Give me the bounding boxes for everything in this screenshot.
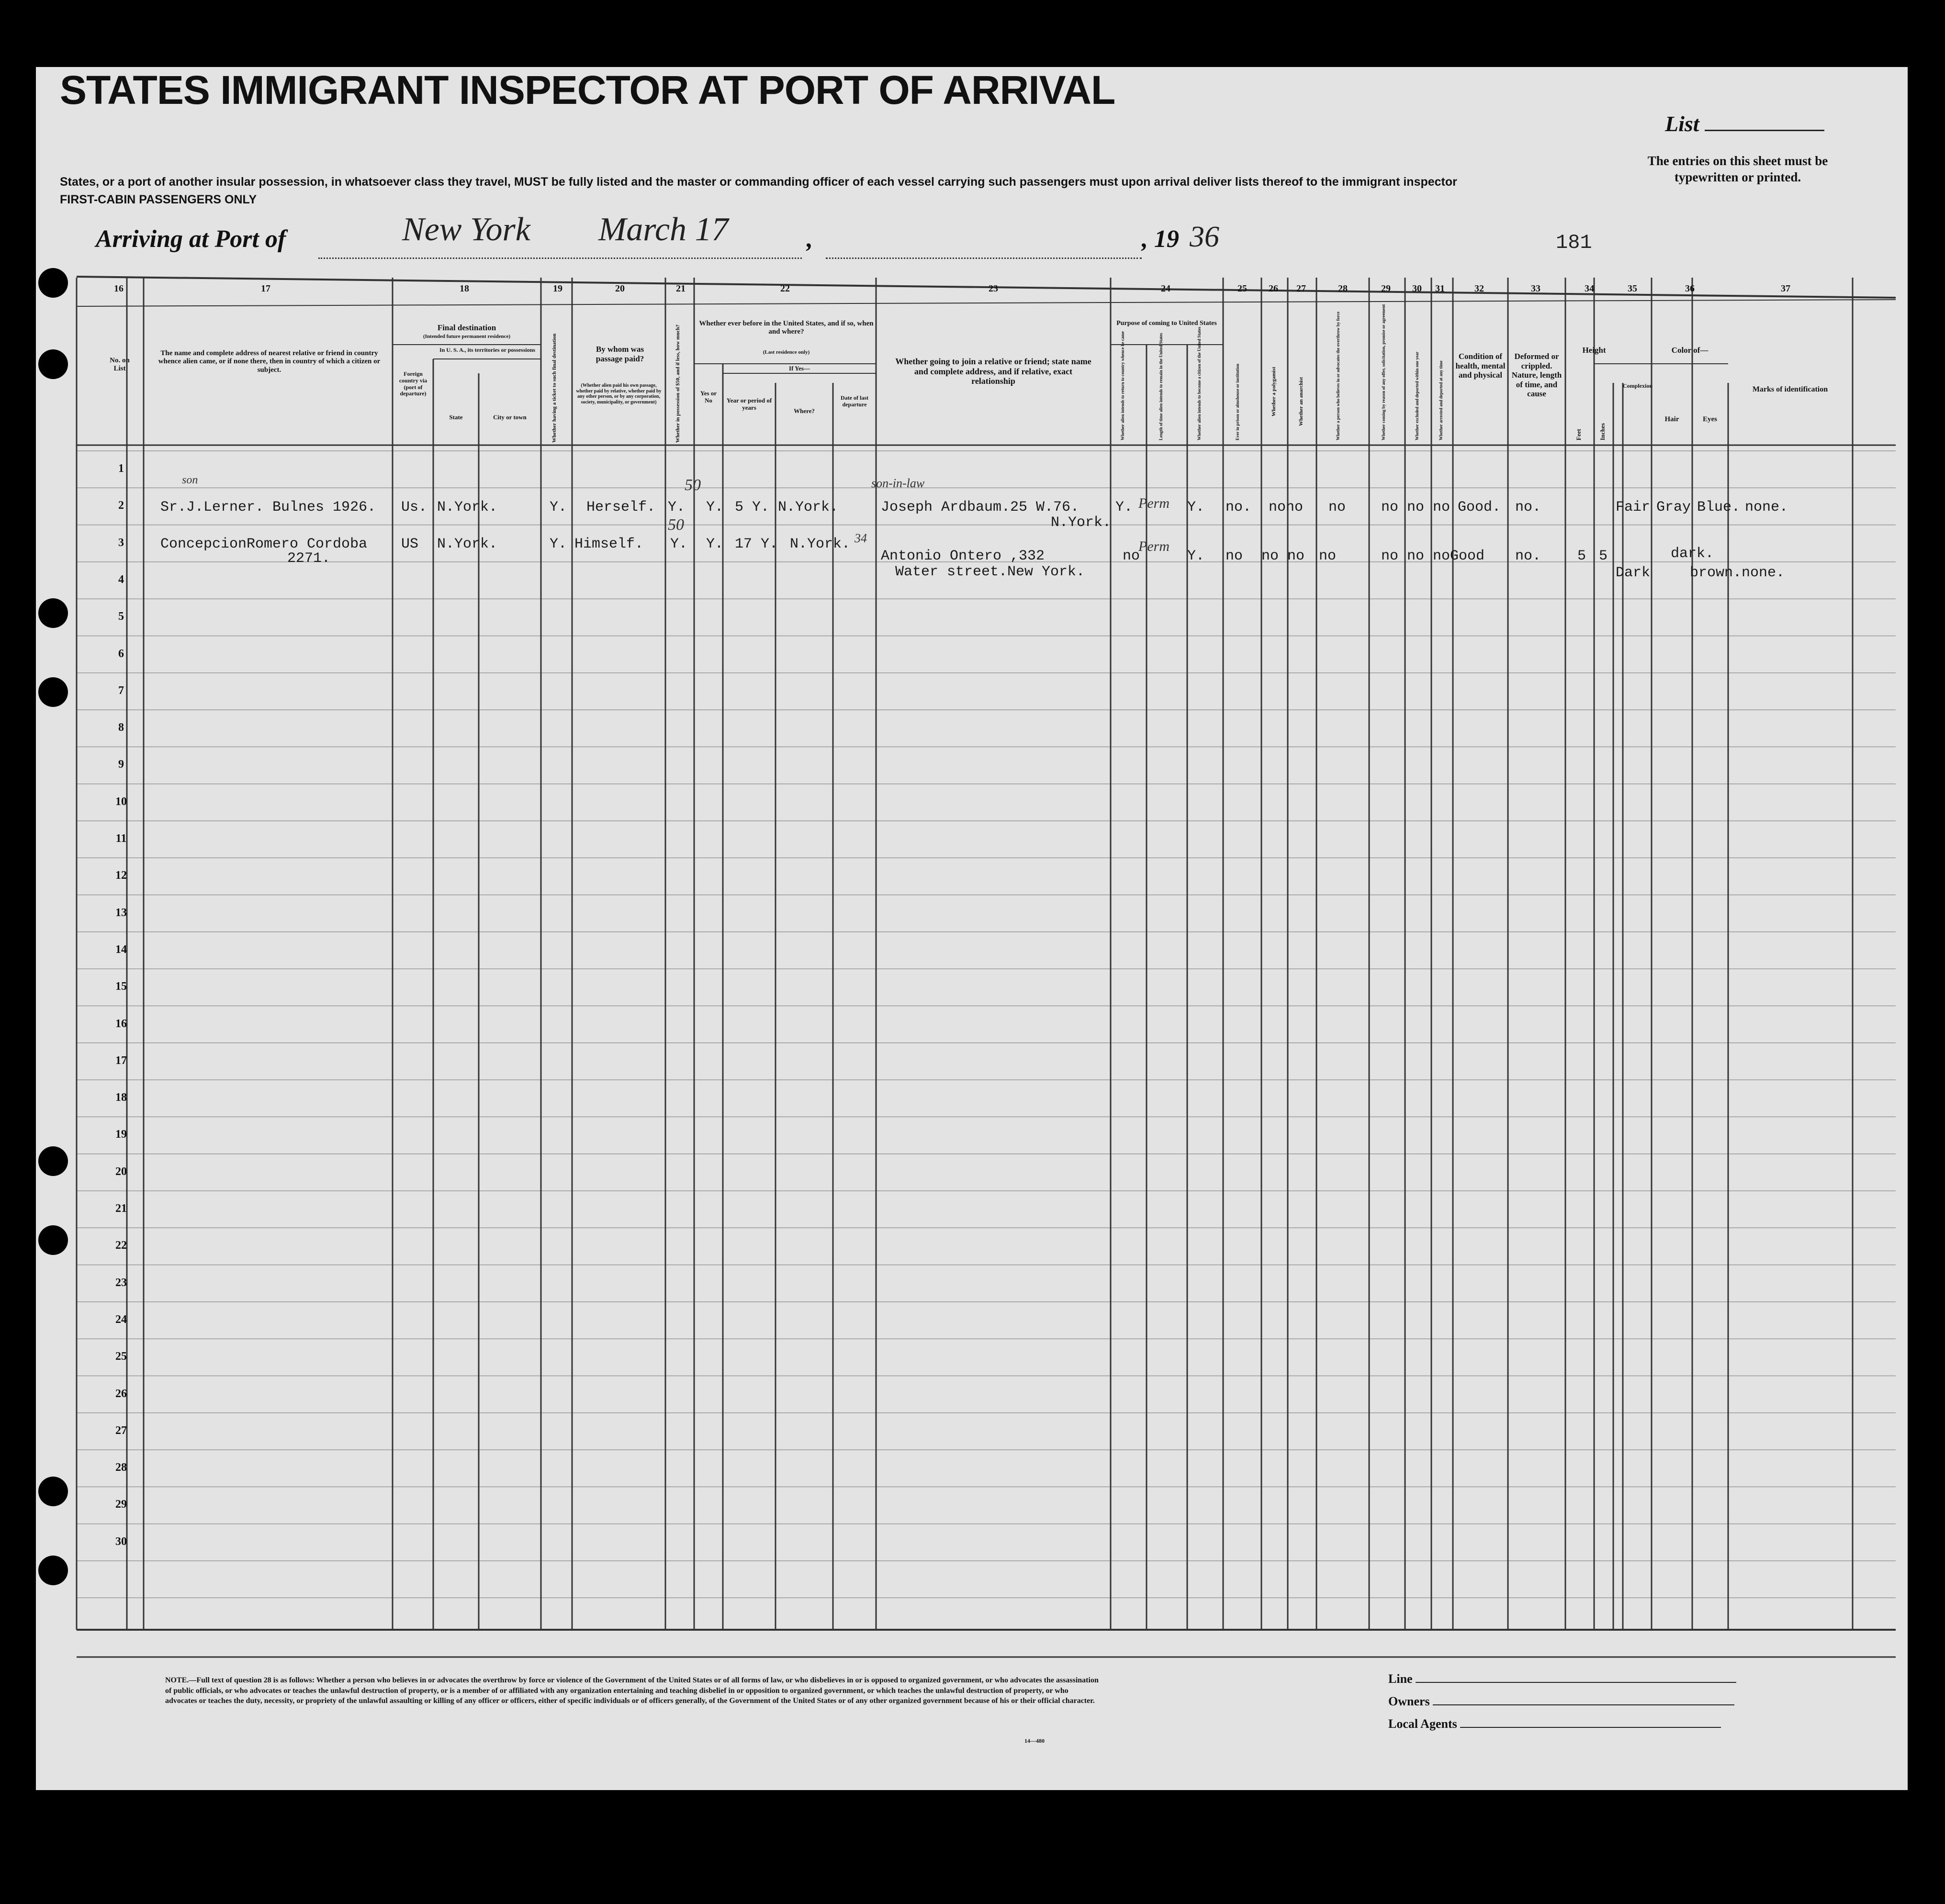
height-inches: 5	[1599, 548, 1608, 564]
identification-marks: none.	[1745, 499, 1788, 515]
row-number: 11	[115, 832, 127, 845]
col-20-title: By whom was passage paid?	[596, 345, 644, 363]
city: N.York.	[437, 536, 498, 552]
row-number: 13	[115, 906, 127, 919]
col-number: 35	[1628, 283, 1637, 294]
typewritten-note: The entries on this sheet must be typewritten or printed.	[1647, 154, 1828, 184]
years: 5 Y.	[735, 499, 770, 515]
col-22-sub: (Last residence only)	[763, 349, 810, 355]
line-input[interactable]	[1416, 1682, 1736, 1683]
ticket: Y.	[550, 536, 567, 552]
col-28-header: Whether a person who believes in or advocates the overthrow by force	[1336, 311, 1340, 440]
col-31-header: Whether arrested and deported at any time	[1439, 360, 1443, 440]
col-24-b: Length of time alien intends to remain in the United States	[1158, 333, 1163, 440]
col-number: 22	[780, 283, 790, 294]
years: 17 Y.	[735, 536, 778, 552]
row-number: 2	[118, 499, 124, 512]
row-number: 19	[115, 1128, 127, 1141]
col-34-header: Height	[1582, 346, 1606, 355]
col-34-feet: Feet	[1575, 429, 1582, 440]
class-line: FIRST-CABIN PASSENGERS ONLY	[60, 193, 257, 206]
row-number: 4	[118, 573, 124, 586]
col-36-header: Color of—	[1671, 346, 1709, 355]
join-annotation: son-in-law	[871, 476, 925, 490]
row-number: 26	[115, 1387, 127, 1400]
col-29-31-value: no no no	[1381, 499, 1450, 515]
col-number: 34	[1585, 283, 1594, 294]
col-18-city: City or town	[493, 414, 527, 421]
local-agents-label: Local Agents	[1388, 1717, 1457, 1731]
col-number: 37	[1781, 283, 1790, 294]
row-number: 6	[118, 647, 124, 660]
col-33-header: Deformed or crippled. Nature, length of time, and cause	[1511, 352, 1562, 399]
col-18-title: Final destination	[437, 323, 496, 332]
col-18-usa: In U. S. A., its territories or possessions	[439, 347, 536, 353]
last-departure-handwritten: 34	[854, 531, 867, 545]
date-handwritten: March 17	[598, 211, 729, 248]
col-29-31-value: no no noGood	[1381, 548, 1485, 564]
row-number: 28	[115, 1461, 127, 1474]
col-number: 18	[460, 283, 469, 294]
col-25-value: no	[1225, 548, 1243, 564]
join-relative-line2: N.York.	[1051, 515, 1112, 531]
eye-color: Blue.	[1697, 499, 1741, 515]
citizen-intent: Y.	[1187, 499, 1205, 515]
row-number: 21	[115, 1202, 127, 1215]
col-22-title: Whether ever before in the United States, and if so, when and where?	[699, 320, 874, 336]
relative-address: ConcepcionRomero Cordoba	[160, 536, 368, 552]
col-number: 17	[261, 283, 270, 294]
row-number: 23	[115, 1276, 127, 1289]
row-number: 8	[118, 721, 124, 734]
col-26-header: Whether a polygamist	[1271, 367, 1277, 416]
col-24-title: Purpose of coming to United States	[1116, 320, 1217, 327]
col-37-header: Marks of identification	[1752, 385, 1828, 393]
col-number: 20	[615, 283, 625, 294]
deformed: no.	[1515, 499, 1541, 515]
foreign-country: US	[401, 536, 419, 552]
col-22-year: Year or period of years	[726, 397, 772, 411]
col-number: 33	[1531, 283, 1540, 294]
citizen-intent: Y.	[1187, 548, 1205, 564]
row-number: 1	[118, 462, 124, 475]
hair-color: dark.	[1671, 546, 1714, 562]
row-number: 16	[115, 1017, 127, 1030]
row-number: 22	[115, 1239, 127, 1252]
year-prefix: , 19	[1142, 225, 1179, 253]
date-separator: ,	[807, 225, 813, 253]
relative-annotation: son	[182, 474, 198, 486]
col-number: 36	[1685, 283, 1695, 294]
question-28-note: NOTE.—Full text of question 28 is as follows: Whether a person who believes in or advocates the overthrow by force or violence of the Government of the United States or of all forms of law, or who disbelieves in or is opposed to organized government, or who advocates the assassination of public officials, or who advocates or teaches the unlawful destruction of property, or is a member of or affiliated with any organization entertaining and teaching disbelief in or opposition to organized government, or which teaches the unlawful destruction of property, or who advocates or teaches the duty, necessity, or propriety of the unlawful assaulting or killing of any officer or officers, either of specific individuals or of officers generally, of the Government of the United States or of any other organized government because of his or their official character.	[165, 1676, 1099, 1705]
row-number: 7	[118, 684, 124, 697]
col-number: 21	[676, 283, 686, 294]
row-number: 3	[118, 536, 124, 549]
row-number: 18	[115, 1091, 127, 1104]
col-23-header: Whether going to join a relative or friend; state name and complete address, and if relative, exact relationship	[895, 357, 1091, 386]
col-30-header: Whether excluded and deported within one year	[1415, 351, 1419, 440]
col-24-c: Whether alien intends to become a citizen of the United States	[1197, 326, 1202, 440]
col-35-header: Complexion	[1623, 382, 1653, 389]
owners-label: Owners	[1388, 1694, 1430, 1708]
where: N.York.	[778, 499, 839, 515]
row-number: 9	[118, 758, 124, 771]
col-22-yesno: Yes or No	[700, 390, 717, 404]
passage-paid-by: Herself.	[586, 499, 656, 515]
ticket: Y.	[550, 499, 567, 515]
money: Y.	[668, 499, 686, 515]
year-handwritten: 36	[1190, 221, 1219, 253]
col-36-eyes: Eyes	[1703, 415, 1717, 423]
local-agents-input[interactable]	[1460, 1727, 1721, 1728]
col-26-27-value: no no	[1261, 548, 1305, 564]
row-number: 17	[115, 1054, 127, 1067]
join-relative: Joseph Ardbaum.25 W.76.	[881, 499, 1079, 515]
col-19-header: Whether having a ticket to such final destination	[551, 333, 557, 443]
row-number: 27	[115, 1424, 127, 1437]
col-29-header: Whether coming by reason of any offer, solicitation, promise or agreement	[1381, 304, 1386, 440]
port-handwritten: New York	[402, 211, 530, 248]
complexion: Dark	[1616, 565, 1651, 581]
col-no-on-list: No. on List	[110, 357, 130, 373]
stay-length: Perm	[1138, 495, 1169, 511]
col-18-state: State	[449, 414, 463, 421]
col-28-value: no	[1328, 499, 1346, 515]
col-25-value: no.	[1225, 499, 1252, 515]
col-number: 26	[1269, 283, 1278, 294]
money-handwritten: 50	[668, 516, 684, 534]
before-yes-no: Y.	[706, 499, 724, 515]
col-number: 19	[553, 283, 562, 294]
col-20-sub: (Whether alien paid his own passage, whether paid by relative, whether paid by any other person, or by any corporation, society, municipality, or government)	[576, 383, 662, 405]
col-22-ifyes: If Yes—	[789, 365, 810, 372]
eyes-and-marks: brown.none.	[1690, 565, 1785, 581]
col-28-value: no	[1319, 548, 1337, 564]
deformed: no.	[1515, 548, 1541, 564]
col-number: 32	[1474, 283, 1484, 294]
col-18-foreign: Foreign country via (port of departure)	[399, 370, 427, 397]
local-agents-field	[1388, 1717, 1721, 1731]
row-number: 20	[115, 1165, 127, 1178]
form-number: 14—480	[1024, 1737, 1045, 1744]
owners-field	[1388, 1694, 1734, 1709]
col-34-inches: Inches	[1599, 423, 1606, 440]
row-number: 25	[115, 1350, 127, 1363]
page-number: 181	[1556, 231, 1592, 254]
list-label: List	[1665, 111, 1824, 136]
col-number: 23	[989, 283, 998, 294]
hair-color: Gray	[1656, 499, 1691, 515]
city: N.York.	[437, 499, 498, 515]
row-number: 10	[115, 795, 127, 808]
col-number: 29	[1381, 283, 1391, 294]
col-22-date: Date of last departure	[841, 394, 868, 408]
col-22-where: Where?	[794, 407, 815, 414]
money-handwritten: 50	[685, 476, 701, 494]
join-relative-line2: Water street.New York.	[895, 564, 1085, 580]
relative-address: Sr.J.Lerner. Bulnes 1926.	[160, 499, 376, 515]
join-relative: Antonio Ontero ,332	[881, 548, 1045, 564]
foreign-country: Us.	[401, 499, 427, 515]
where: N.York.	[790, 536, 851, 552]
row-number: 24	[115, 1313, 127, 1326]
money: Y.	[670, 536, 688, 552]
before-yes-no: Y.	[706, 536, 724, 552]
return-intent: Y.	[1115, 499, 1133, 515]
col-number: 24	[1161, 283, 1170, 294]
col-18-sub: (Intended future permanent residence)	[423, 334, 510, 339]
form-title: STATES IMMIGRANT INSPECTOR AT PORT OF ARRIVAL	[60, 67, 1115, 112]
owners-input[interactable]	[1433, 1704, 1734, 1705]
col-32-header: Condition of health, mental and physical	[1455, 352, 1506, 380]
instruction-text: States, or a port of another insular possession, in whatsoever class they travel, MUST be fully listed and the master or commanding officer of each vessel carrying such passengers must upon arrival deliver lists thereof to the immigrant inspector	[60, 175, 1457, 189]
complexion: Fair	[1616, 499, 1651, 515]
col-number: 16	[114, 283, 124, 294]
row-number: 30	[115, 1535, 127, 1548]
col-21-header: Whether in possession of $50, and if less, how much?	[675, 324, 681, 443]
return-intent: no	[1123, 548, 1140, 564]
row-number: 5	[118, 610, 124, 623]
health: Good.	[1458, 499, 1501, 515]
relative-address-line2: 2271.	[287, 550, 331, 567]
col-36-hair: Hair	[1664, 415, 1679, 423]
stay-length: Perm	[1138, 538, 1169, 554]
col-17-header: The name and complete address of nearest relative or friend in country whence alien came, or if none there, then in country of which a citizen or subject.	[158, 349, 381, 374]
col-24-a: Whether alien intends to return to country whence he came	[1120, 331, 1125, 440]
row-number: 14	[115, 943, 127, 956]
col-number: 30	[1412, 283, 1422, 294]
line-field	[1388, 1672, 1736, 1686]
row-number: 15	[115, 980, 127, 993]
col-27-header: Whether an anarchist	[1298, 377, 1304, 426]
line-label: Line	[1388, 1672, 1413, 1686]
col-number: 27	[1296, 283, 1306, 294]
arriving-label: Arriving at Port of	[96, 225, 286, 253]
row-number: 12	[115, 869, 127, 882]
passage-paid-by: Himself.	[574, 536, 644, 552]
col-26-27-value: nono	[1269, 499, 1304, 515]
col-25-header: Ever in prison or almshouse or institution	[1235, 363, 1240, 440]
col-number: 31	[1435, 283, 1445, 294]
row-number: 29	[115, 1498, 127, 1511]
col-number: 28	[1338, 283, 1348, 294]
height-feet: 5	[1577, 548, 1586, 564]
col-number: 25	[1237, 283, 1247, 294]
